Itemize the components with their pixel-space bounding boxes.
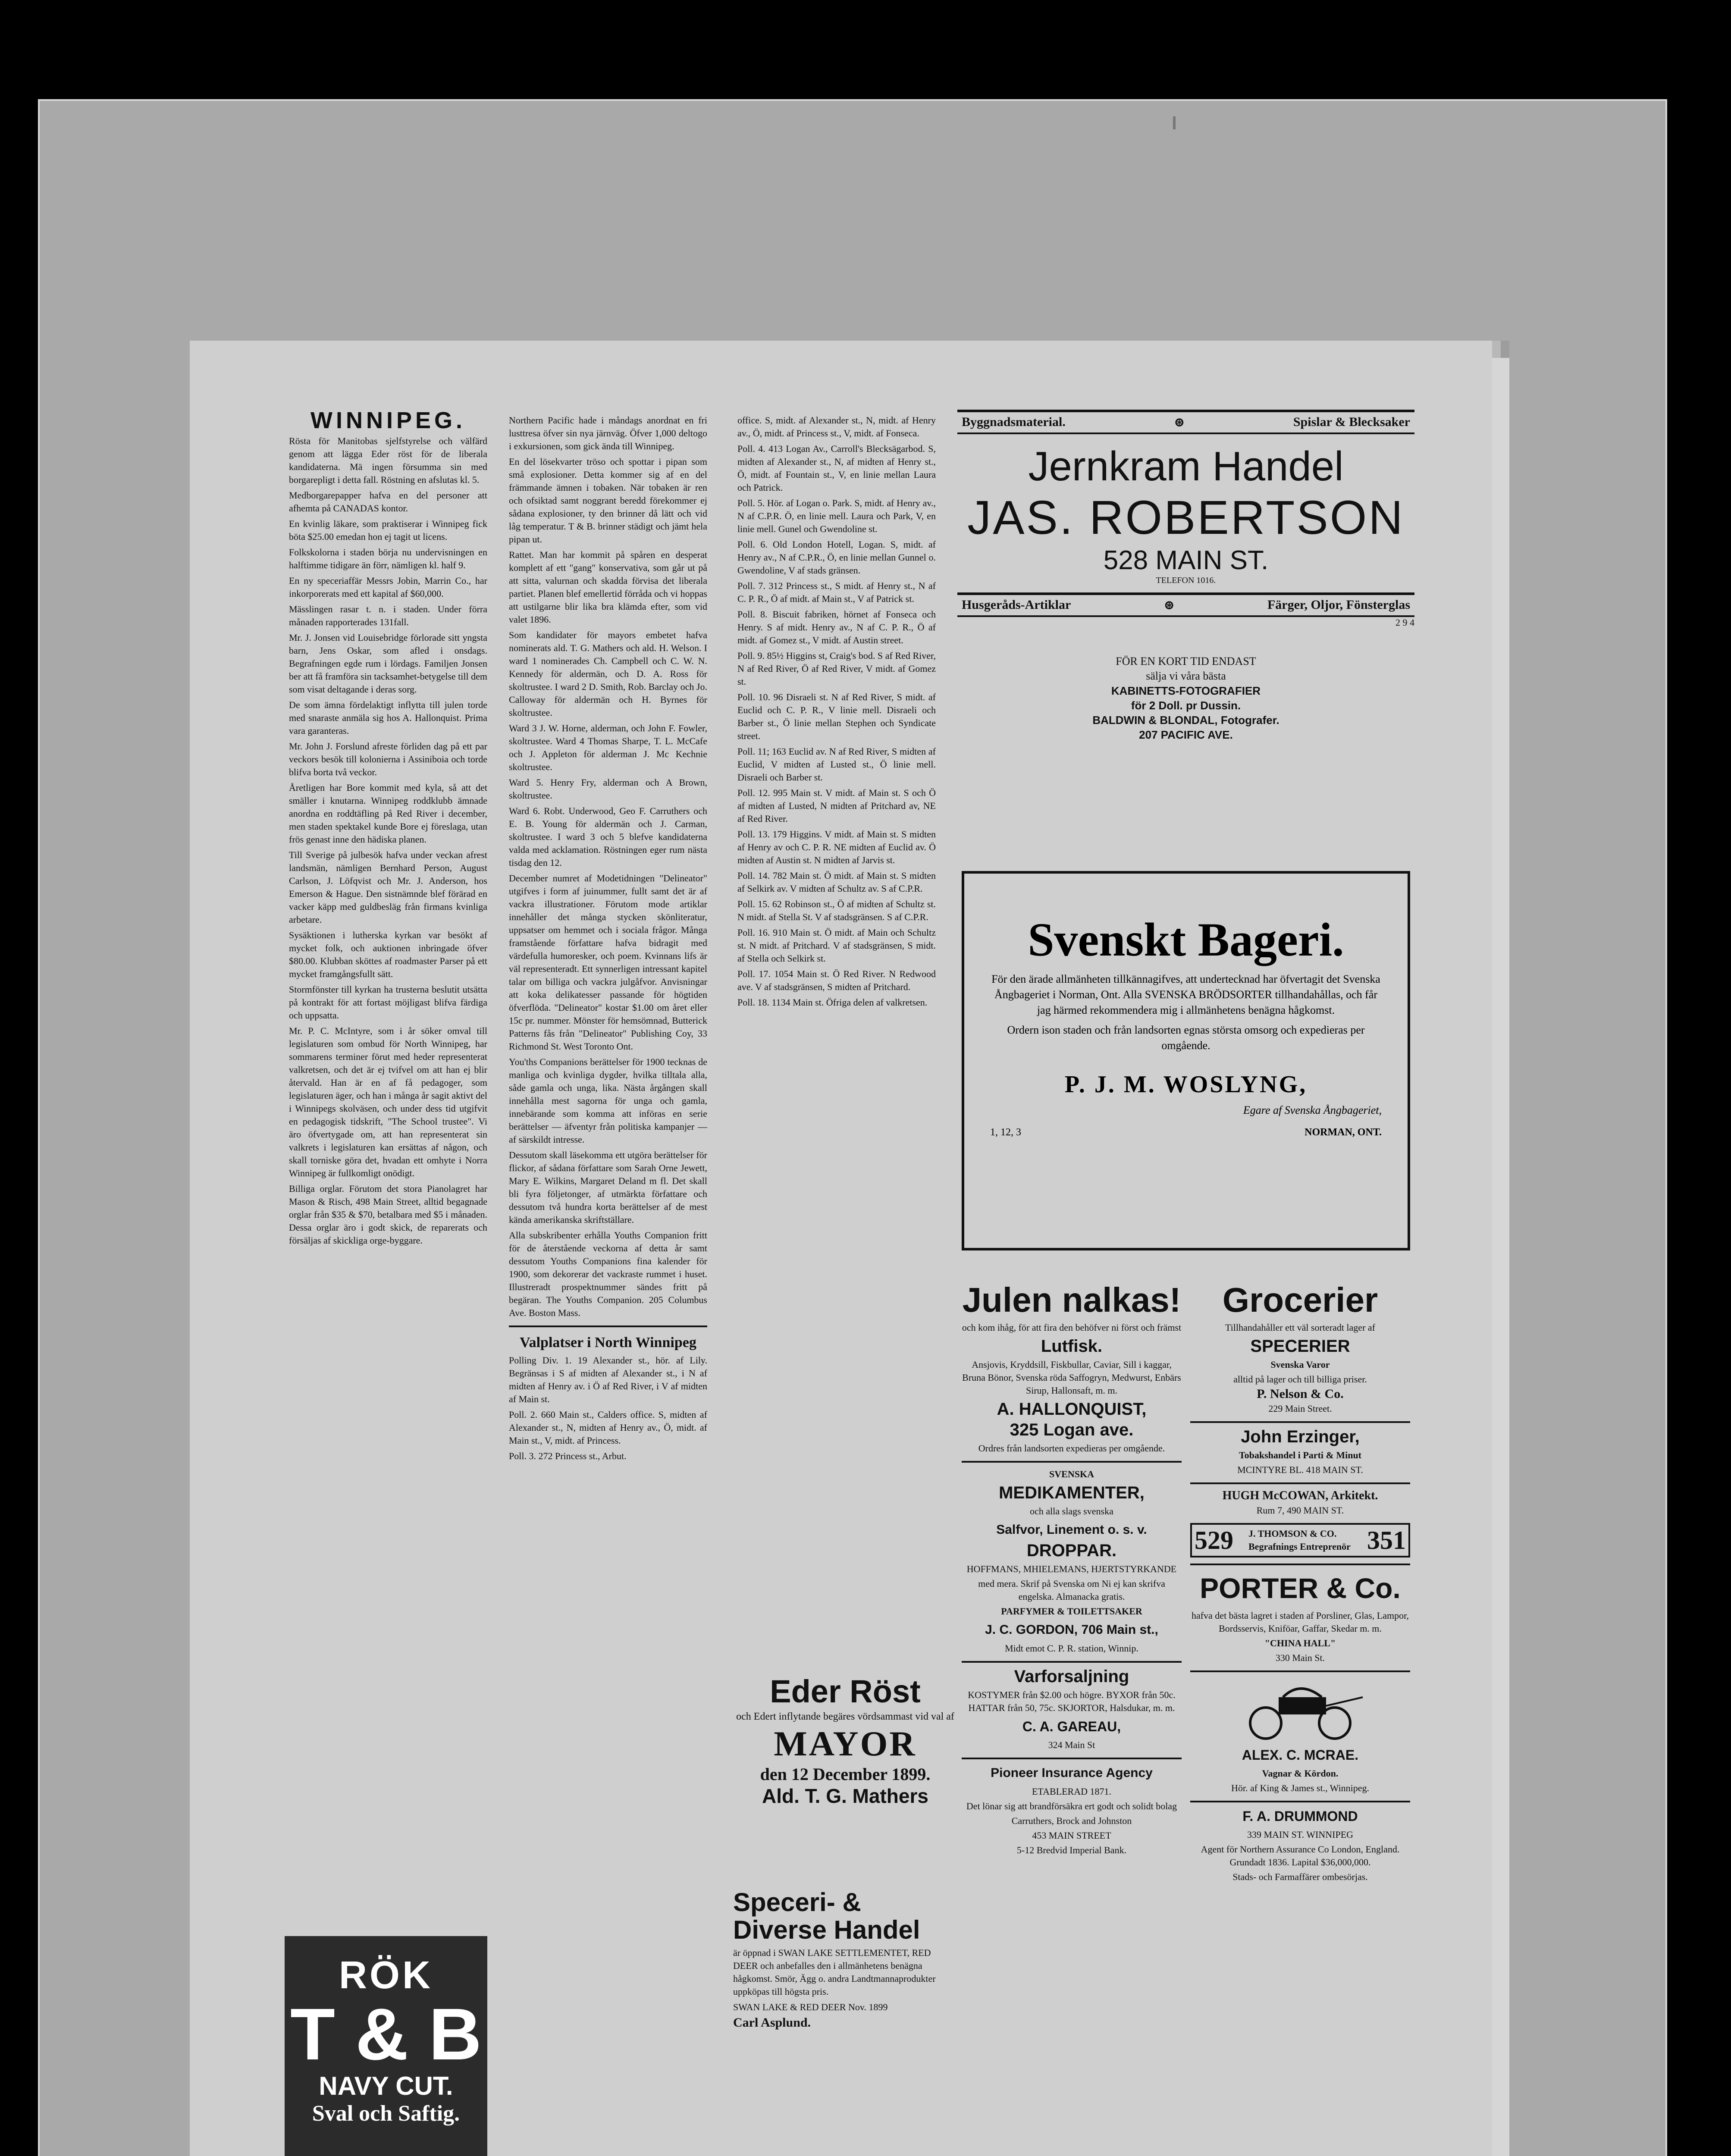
polling-item: Poll. 6. Old London Hotell, Logan. S, midt. af Henry av., N af C.P.R., Ö, en linie mellan Gunnel o. Gwendoline, V af stads gränsen. (737, 539, 936, 576)
grocer-text: Tillhandahåller ett väl sorteradt lager af (1225, 1322, 1375, 1333)
frame-marker (1173, 116, 1176, 129)
porter-hall: "CHINA HALL" (1264, 1638, 1336, 1648)
grocer-sub2: Svenska Varor (1270, 1359, 1330, 1370)
medikamenter-ad (962, 1461, 1182, 1655)
polling-heading: Valplatser i North Winnipeg (520, 1335, 696, 1351)
polling-item: office. S, midt. af Alexander st., N, midt. af Henry av., Ö, midt. af Princess st., V, midt. af Fonseca. (737, 415, 936, 439)
insurance-ad (962, 1758, 1182, 1857)
polling-item: Polling Div. 1. 19 Alexander st., hör. af Lily. Begränsas i S af midten af Alexander st., i N af midten af Henry av. i Ö af Red River, i V af midten af Main st. (509, 1355, 707, 1404)
assurance-text: Agent för Northern Assurance Co London, England. Grundadt 1836. Lapital $36,000,000. (1201, 1844, 1400, 1868)
ad-brand: T & B (290, 1993, 482, 2075)
hardware-ad (957, 443, 1414, 586)
speceri-text: är öppnad i SWAN LAKE SETTLEMENTET, RED DEER och anbefalles den i allmänhetens benägna hågkomst. Smör, Ägg o. andra Landtmannaprodukter uppköpas till högsta pris. (733, 1947, 936, 1997)
med-list: HOFFMANS, MHIELEMANS, HJERTSTYRKANDE (966, 1564, 1177, 1574)
bakery-text: Ordern ison staden och från landsorten egnas största omsorg och expedieras per omgående. (1007, 1024, 1365, 1052)
vote-title: Eder Röst (770, 1673, 921, 1709)
med-text: med mera. Skrif på Svenska om Ni ej kan skrifva engelska. Almanacka gratis. (978, 1578, 1165, 1602)
insurance-agents: Carruthers, Brock and Johnston (1011, 1815, 1132, 1826)
bakery-title: Svenskt Bageri. (1028, 913, 1344, 966)
porter-ad (1190, 1564, 1410, 1664)
news-item: You'ths Companions berättelser för 1900 tecknas de manliga och kvinliga dygder, hvilka tilltala alla, såde gamla och unga, lika. Nästa årgången skall innehålla mest sagorna för unga och gamla, innebärande som komma att införas en serie berättelser — äfventyr från politiska kampanjer — af särskildt intresse. (509, 1056, 707, 1145)
polling-item: Poll. 16. 910 Main st. Ö midt. af Main och Schultz st. N midt. af Pritchard. V af stadsgränsen, S midt. af Stella och Selkirk st. (737, 927, 936, 964)
ornament-icon: ⊛ (1174, 415, 1185, 429)
grocer-text2: alltid på lager och till billiga priser. (1233, 1374, 1367, 1385)
ad-slogan: Sval och Saftig. (312, 2101, 460, 2126)
ads-column-right (1190, 1281, 1410, 1890)
grocer-name: P. Nelson & Co. (1257, 1387, 1344, 1401)
news-item: De som ämna fördelaktigt inflytta till julen torde med snaraste anmäla sig hos A. Hallonquist. Prima vara garanteras. (289, 699, 487, 736)
ads-column-left (962, 1281, 1182, 1863)
speceri-ad (733, 1889, 957, 2032)
ad-heading: RÖK (339, 1954, 433, 1997)
photo-line: sälja vi våra bästa (1146, 670, 1226, 682)
news-item: Till Sverige på julbesök hafva under veckan afrest landsmän, nämligen Bernhard Person, August Carlson, J. Löfqvist och Mr. J. Anderson, hos Emerson & Hague. Den sistnämnde blef förärad en vacker käpp med guldbesläg från firmans kvinliga arbetare. (289, 849, 487, 925)
speceri-place: SWAN LAKE & RED DEER Nov. 1899 (733, 2002, 888, 2012)
ads-right (957, 410, 1414, 742)
undertaker-ad (1190, 1523, 1410, 1557)
carriage-address: Hör. af King & James st., Winnipeg. (1231, 1783, 1370, 1793)
polling-item: Poll. 11; 163 Euclid av. N af Red River, S midten af Euclid, V midten af Lusted st., Ö linie mell. Disraeli och Barber st. (737, 746, 936, 783)
vote-office: MAYOR (774, 1724, 917, 1763)
news-item: Ward 6. Robt. Underwood, Geo F. Carruthers och E. B. Young för aldermän och J. Carman, skoltrustee. I ward 3 och 5 blefve kandidaterna valda med acklamation. Röstningen eger rum nästa tisdag den 12. (509, 805, 707, 868)
med-drops: DROPPAR. (1026, 1541, 1117, 1560)
med-place: Midt emot C. P. R. station, Winnip. (1005, 1643, 1138, 1654)
bakery-code: 1, 12, 3 (990, 1127, 1021, 1138)
photo-ad (957, 654, 1414, 742)
julen-text: och kom ihåg, för att fira den behöfver ni först och främst (962, 1322, 1182, 1333)
julen-name: A. HALLONQUIST, (997, 1400, 1147, 1419)
column-rule (509, 1326, 707, 1327)
column-3 (737, 414, 936, 1012)
varfor-title: Varforsaljning (1014, 1667, 1129, 1686)
column-1 (289, 407, 487, 1250)
insurance-bank (962, 1844, 1182, 1857)
bakery-text: För den ärade allmänheten tillkännagifves, att undertecknad har öfvertagit det Svenska Ångbageriet i Norman, Ont. Alla SVENSKA BRÖDSORTER tillhandahållas, och får jag härmed rekommendera mig i allmänhetens benägna hågkomst. (991, 973, 1380, 1016)
news-item: Dessutom skall läsekomma ett utgöra berättelser för flickor, af sådana författare som Sarah Orne Jewett, Mary E. Wilkins, Margaret Deland m fl. Det skall bli fyra följetonger, af utmärkta författare och dessutom två hundra korta berättelser af de mest kända amerikanska skriftställare. (509, 1150, 707, 1225)
mayor-vote-ad (733, 1673, 957, 1808)
news-item: Alla subskribenter erhålla Youths Companion fritt för de återstående veckorna af detta år samt dessutom Youths Companions fina kalender för 1900, som dekorerar det vackraste rummet i huset. Illustreradt prospektnummer sändes fritt på begäran. The Youths Companion. 205 Columbus Ave. Boston Mass. (509, 1230, 707, 1318)
insurance-bank-text: Bredvid Imperial Bank. (1036, 1845, 1127, 1855)
photo-line: KABINETTS-FOTOGRAFIER (1111, 684, 1261, 697)
hardware-phone: TELEFON 1016. (1156, 576, 1216, 585)
polling-item: Poll. 18. 1134 Main st. Öfriga delen af valkretsen. (737, 997, 928, 1008)
news-item: December numret af Modetidningen "Delineator" utgifves i form af juinummer, fullt samt det är af vackra illustrationer. Förutom mode artiklar innehåller det många stycken skönliteratur, uppsatser om hemmet och i sociala frågor. Många framstående författare hafva bidragit med värdefulla humoresker, och poem. Kvinnans lifs är väl representeradt. Ett synnerligen intressant kapitel talar om billiga och vackra julgåfvor. Anvisningar att koka delikatesser passande för högtiden öfverflöda. "Delineator" kostar $1.00 om året eller 15c pr. nummer. Mönster för hemsömnad, Butterick Patterns fås från "Delineator" Publishing Coy, 33 Richmond St. West Toronto Ont. (509, 873, 707, 1052)
masthead: WINNIPEG. (310, 407, 466, 433)
assurance-address: 339 MAIN ST. WINNIPEG (1247, 1829, 1354, 1840)
news-item: Stormfönster till kyrkan ha trusterna beslutit utsätta på kontrakt för att fortast möjligast blifva färdiga och uppsatta. (289, 984, 487, 1021)
insurance-text: Det lönar sig att brandförsäkra ert godt och solidt bolag (966, 1801, 1177, 1811)
assurance-ad (1190, 1801, 1410, 1883)
bakery-footer (990, 1127, 1382, 1138)
tobacco-shop-ad (1190, 1421, 1410, 1476)
photo-line: FÖR EN KORT TID ENDAST (1116, 655, 1256, 667)
news-item: Ward 5. Henry Fry, alderman och A Brown, skoltrustee. (509, 777, 707, 801)
undertaker-right: 351 (1367, 1526, 1406, 1554)
hardware-code: 2 9 4 (1395, 617, 1414, 628)
varfor-text: KOSTYMER från $2.00 och högre. BYXOR från 50c. HATTAR från 50, 75c. SKJORTOR, Halsdukar, m. m. (968, 1689, 1176, 1713)
med-sub2: PARFYMER & TOILETTSAKER (1001, 1606, 1142, 1617)
hardware-footer (957, 592, 1414, 617)
med-items: Salfvor, Linement o. s. v. (996, 1523, 1147, 1537)
page-edge (1492, 358, 1509, 2156)
undertaker-mid: J. THOMSON & CO. Begrafnings Entreprenör (1248, 1528, 1351, 1552)
insurance-address: 453 MAIN STREET (1032, 1830, 1111, 1841)
news-item: En del lösekvarter tröso och spottar i pipan som små explosioner. Detta kommer sig af en del främmande ämnen i tobaken. När tobaken är ren och ofsiktad samt noggrant beredd förekommer ej sådana explosioner, ty den brinner då lätt och vid låg temperatur. T & B. brinner städigt och jämt hela pipan ut. (509, 456, 707, 545)
header-right: Spislar & Blecksaker (1293, 415, 1410, 429)
polling-item: Poll. 3. 272 Princess st., Arbut. (509, 1451, 627, 1461)
news-item: Som kandidater för mayors embetet hafva nominerats ald. T. G. Mathers och ald. H. Welson. I ward 1 nominerades Ch. Campbell och C. W. N. Kennedy för aldermän, och D. A. Ross för skoltrustee. I ward 2 D. Smith, Rob. Barclay och Jo. Calloway för aldermän och H. Byrnes för skoltrustee. (509, 630, 707, 718)
polling-item: Poll. 17. 1054 Main st. Ö Red River. N Redwood ave. V af stadsgränsen, S midten af Pritchard. (737, 968, 936, 992)
news-item: Medborgarepapper hafva en del personer att afhemta på CANADAS kontor. (289, 490, 487, 514)
speceri-signature: Carl Asplund. (733, 2015, 811, 2030)
erzinger-address: MCINTYRE BL. 418 MAIN ST. (1237, 1464, 1363, 1475)
polling-item: Poll. 5. Hör. af Logan o. Park. S, midt. af Henry av., N af C.P.R. Ö, en linie mell. Laura och Park, V, en linie mell. Gunel och Gwendoline st. (737, 498, 936, 534)
assurance-text2: Stads- och Farmaffärer ombesörjas. (1232, 1871, 1368, 1882)
tobacco-ad (285, 1936, 487, 2156)
polling-item: Poll. 12. 995 Main st. V midt. af Main st. S och Ö af midten af Lusted, N midten af Pritchard av, NE af Red River. (737, 787, 936, 824)
undertaker-left: 529 (1195, 1526, 1233, 1554)
polling-item: Poll. 8. Biscuit fabriken, hörnet af Fonseca och Henry. S af midt. Henry av., N af C. P. R., Ö af midt. af Gomez st., V midt. af Austin street. (737, 609, 936, 646)
photo-line: BALDWIN & BLONDAL, Fotografer. (1092, 714, 1279, 727)
julen-title: Julen nalkas! (962, 1281, 1181, 1319)
varfor-name: C. A. GAREAU, (1022, 1719, 1121, 1734)
varfor-address: 324 Main St (1048, 1739, 1095, 1750)
grocer-sub: SPECERIER (1250, 1337, 1350, 1356)
vote-text: och Edert inflytande begäres vördsammast vid val af (736, 1711, 954, 1722)
julen-list: Ansjovis, Kryddsill, Fiskbullar, Caviar, Sill i kaggar, Bruna Bönor, Svenska röda Saffogryn, Medwurst, Enbärs Sirup, Hallonsaft, m. m. (962, 1359, 1181, 1396)
hardware-name: JAS. ROBERTSON (967, 491, 1405, 544)
news-item: Mr. John J. Forslund afreste förliden dag på ett par veckors besök till kolonierna i Assiniboia och torde blifva borta två veckor. (289, 741, 487, 777)
news-item: Billiga orglar. Förutom det stora Pianolagret har Mason & Risch, 498 Main Street, alltid begagnade orglar från $35 & $70, betalbara med $5 i månaden. Dessa orglar äro i godt skick, de reparerats och försäljas af skickliga orge-byggare. (289, 1183, 487, 1246)
erzinger-title: John Erzinger, (1241, 1427, 1360, 1446)
ornament-icon: ⊛ (1163, 598, 1175, 612)
news-item: En kvinlig läkare, som praktiserar i Winnipeg fick böta $25.00 emedan hon ej tagit ut licens. (289, 518, 487, 542)
carriage-text: Vagnar & Kördon. (1262, 1768, 1339, 1779)
polling-item: Poll. 7. 312 Princess st., S midt. af Henry st., N af C. P. R., Ö af midt. af Main st., V af Patrick st. (737, 580, 936, 604)
news-item: Rattet. Man har kommit på spåren en desperat komplett af ett "gang" konservativa, som går ut på att sitta, valurnan och skadda förvisa det liberala partiet. Planen blef emellertid förråda och vi hoppas att ustilgarne blir lika bra klämda efter, som vid valet 1896. (509, 549, 707, 625)
news-item: Ward 3 J. W. Horne, alderman, och John F. Fowler, skoltrustee. Ward 4 Thomas Sharpe, T. L. McCafe och J. Appleton för alderman J. Mc Kechnie skoltrustee. (509, 723, 707, 772)
header-left: Byggnadsmaterial. (962, 415, 1066, 429)
med-name: J. C. GORDON, 706 Main st., (985, 1623, 1158, 1637)
julen-note: Ordres från landsorten expedieras per omgående. (978, 1443, 1165, 1454)
insurance-code: 5-12 (1016, 1845, 1035, 1855)
erzinger-text: Tobakshandel i Parti & Minut (1239, 1450, 1362, 1460)
footer-right: Färger, Oljor, Fönsterglas (1267, 598, 1410, 612)
news-item: En ny speceriaffär Messrs Jobin, Marrin Co., har inkorporerats med ett kapital af $60,000. (289, 575, 487, 599)
polling-item: Poll. 2. 660 Main st., Calders office. S, midten af Alexander st., N, midten af Henry av., Ö, midt. af Main st., V, midt. af Princess. (509, 1409, 707, 1446)
hardware-address: 528 MAIN ST. (1103, 545, 1269, 575)
architect-ad (1190, 1482, 1410, 1517)
news-item: Mässlingen rasar t. n. i staden. Under förra månaden rapporterades 131fall. (289, 604, 487, 627)
architect-text: Rum 7, 490 MAIN ST. (1256, 1505, 1344, 1516)
polling-item: Poll. 15. 62 Robinson st., Ö af midten af Schultz st. N midt. af Stella St. V af stadsgränsen. S af C.P.R. (737, 899, 936, 922)
ad-product: NAVY CUT. (319, 2071, 453, 2100)
bakery-owner-name: P. J. M. WOSLYNG, (1064, 1071, 1308, 1098)
photo-line: 207 PACIFIC AVE. (1139, 728, 1233, 741)
news-item: Mr. P. C. McIntyre, som i år söker omval till legislaturen som ombud för North Winnipeg, har sommarens terminer förut med heder representerat valkretsen, och det är ej tvifvel om att han ej blir återvald. Han är en af få pedagoger, som legislaturen äger, och han i många år sagit aktivt del i Winnipegs skolväsen, och under dess tid utgifvit en pedagogisk tidskrift, "The School trustee". Vi äro öfvertygade om, att han representerat sin valkrets i legislaturen kan ersättas af någon, och skall torniske göra det, hvadan ett omhyte i Norra Winnipeg är fullkomligt onödigt. (289, 1025, 487, 1178)
photo-line: för 2 Doll. pr Dussin. (1131, 699, 1241, 712)
polling-item: Poll. 14. 782 Main st. Ö midt. af Main st. S midten af Selkirk av. V midten af Schultz av. S af C.P.R. (737, 870, 936, 894)
bakery-owner-title: Egare af Svenska Ångbageriet, (1243, 1104, 1382, 1116)
julen-address: 325 Logan ave. (1010, 1420, 1134, 1439)
news-item: Mr. J. Jonsen vid Louisebridge förlorade sitt yngsta barn, Jens Oskar, som afled i onsdags. Begrafningen egde rum i lördags. Familjen Jonsen ber att få framföra sin tacksamhet-betygelse till dem som visat deltagande i deras sorg. (289, 632, 487, 695)
bakery-ad (962, 871, 1410, 1250)
vote-date: den 12 December 1899. (760, 1764, 931, 1784)
med-head: SVENSKA (1049, 1469, 1094, 1479)
vote-candidate: Ald. T. G. Mathers (762, 1785, 928, 1807)
speceri-title: Speceri- & Diverse Handel (733, 1888, 920, 1944)
carriage-ad (1190, 1670, 1410, 1795)
carriage-name: ALEX. C. MCRAE. (1242, 1747, 1359, 1763)
med-sub: och alla slags svenska (1030, 1506, 1113, 1517)
polling-item: Poll. 10. 96 Disraeli st. N af Red River, S midt. af Euclid och C. P. R., V linie mell. Disraeli och Barber st., Ö linie mellan Stephen och Syndicate street. (737, 692, 936, 741)
footer-left: Husgeråds-Artiklar (962, 598, 1071, 612)
julen-item: Lutfisk. (1041, 1337, 1103, 1356)
insurance-est: ETABLERAD 1871. (1032, 1786, 1111, 1797)
polling-item: Poll. 9. 85½ Higgins st, Craig's bod. S af Red River, N af Red River, Ö af Red River, V midt. af Gomez st. (737, 650, 936, 687)
news-item: Rösta för Manitobas sjelfstyrelse och välfärd genom att lägga Eder röst för de liberala kandidaterna. Mä ingen försumma sin med borgarepligt i detta fall. Röstning en afslutas kl. 5. (289, 436, 487, 485)
assurance-name: F. A. DRUMMOND (1242, 1808, 1358, 1824)
porter-text: hafva det bästa lagret i staden af Porsliner, Glas, Lampor, Bordsservis, Kniföar, Gaffar, Skedar m. m. (1191, 1610, 1409, 1634)
varfor-ad (962, 1661, 1182, 1752)
bakery-place: NORMAN, ONT. (1305, 1127, 1382, 1138)
porter-address: 330 Main St. (1275, 1652, 1325, 1663)
news-item: Sysäktionen i lutherska kyrkan var besökt af mycket folk, och auktionen inbringade öfver $80.00. Klubban sköttes af roadmaster Parser på ett mycket framgångsfullt sätt. (289, 930, 487, 979)
polling-item: Poll. 13. 179 Higgins. V midt. af Main st. S midten af Henry av och C. P. R. NE midten af Euclid av. Ö midten af Austin st. N midten af Jarvis st. (737, 829, 936, 865)
porter-title: PORTER & Co. (1200, 1572, 1401, 1604)
buggy-icon (1236, 1680, 1365, 1740)
hardware-header (957, 410, 1414, 434)
grocer-title: Grocerier (1222, 1281, 1378, 1319)
polling-item: Poll. 4. 413 Logan Av., Carroll's Blecksägarbod. S, midten af Alexander st., N, af midten af Henry st., Ö, midt. af Fountain st., V, en linie mellan Laura och Patrick. (737, 443, 936, 493)
architect-title: HUGH McCOWAN, Arkitekt. (1222, 1489, 1378, 1502)
hardware-title: Jernkram Handel (1028, 443, 1344, 489)
news-item: Folkskolorna i staden börja nu undervisningen en halftimme tidigare än förr, nämligen kl. half 9. (289, 547, 487, 570)
grocer-address: 229 Main Street. (1268, 1403, 1332, 1414)
column-2 (509, 414, 707, 1465)
news-item: Northern Pacific hade i måndags anordnat en fri lusttresa öfver sin nya järnväg. Öfver 1,000 deltogo i exkursionen, som gick ända till Winnipeg. (509, 415, 707, 451)
news-item: Åretligen har Bore kommit med kyla, så att det smäller i knutarna. Winnipeg roddklubb ämnade anordna en roddtäfling på Red River i december, men staden spektakel kunde Bore ej föreslaga, utan frös genast inne den hädiska planen. (289, 782, 487, 845)
insurance-title: Pioneer Insurance Agency (991, 1766, 1153, 1780)
med-title: MEDIKAMENTER, (999, 1483, 1145, 1502)
